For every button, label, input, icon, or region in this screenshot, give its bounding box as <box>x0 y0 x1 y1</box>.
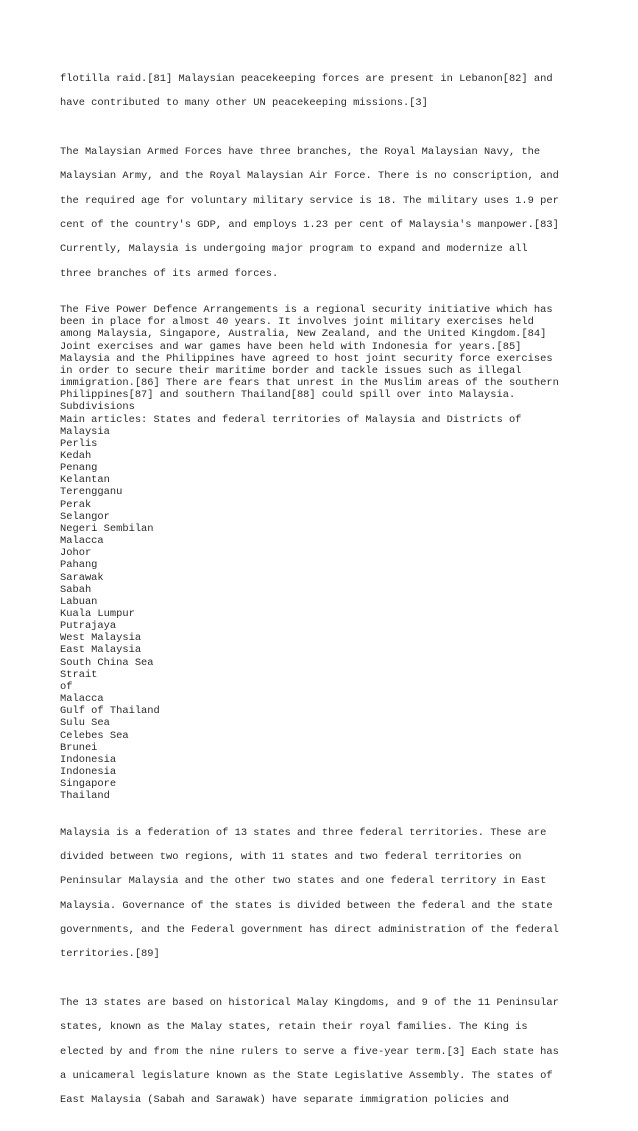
text-line: Philippines[87] and southern Thailand[88] could spill over into Malaysia. <box>60 389 516 402</box>
map-label: Sarawak <box>60 571 104 584</box>
text-line: Joint exercises and war games have been held with Indonesia for years.[85] <box>60 340 522 353</box>
text-line: The Malaysian Armed Forces have three branches, the Royal Malaysian Navy, the <box>60 146 541 159</box>
main-articles-line: Main articles: States and federal territories of Malaysia and Districts of <box>60 413 522 426</box>
text-line: three branches of its armed forces. <box>60 267 279 280</box>
text-line: Malaysia <box>60 425 110 438</box>
map-label: Putrajaya <box>60 620 117 633</box>
map-label: Perlis <box>60 437 98 450</box>
map-label: Indonesia <box>60 753 117 766</box>
section-heading-subdivisions: Subdivisions <box>60 401 135 414</box>
map-label: Celebes Sea <box>60 729 129 742</box>
text-line: East Malaysia (Sabah and Sarawak) have separate immigration policies and <box>60 1094 509 1107</box>
map-label: Johor <box>60 547 92 560</box>
text-line: the required age for voluntary military service is 18. The military uses 1.9 per <box>60 194 559 207</box>
text-line: Currently, Malaysia is undergoing major program to expand and modernize all <box>60 243 528 256</box>
paragraph-federation <box>60 815 580 973</box>
map-label: Negeri Sembilan <box>60 522 154 535</box>
map-label: Penang <box>60 462 98 475</box>
map-label: Kuala Lumpur <box>60 608 135 620</box>
document-page <box>60 61 580 1131</box>
text-line: been in place for almost 40 years. It involves joint military exercises held <box>60 316 534 329</box>
text-line: Malaysia and the Philippines have agreed to host joint security force exercises <box>60 352 553 365</box>
map-label: East Malaysia <box>60 644 142 657</box>
paragraph-defence-and-subdivisions <box>60 304 580 802</box>
text-line: Malaysia. Governance of the states is divided between the federal and the state <box>60 899 553 912</box>
text-line: have contributed to many other UN peacekeeping missions.[3] <box>60 97 428 110</box>
map-label: Sulu Sea <box>60 717 110 730</box>
text-line: The 13 states are based on historical Malay Kingdoms, and 9 of the 11 Peninsular <box>60 996 559 1009</box>
text-line: flotilla raid.[81] Malaysian peacekeeping forces are present in Lebanon[82] and <box>60 73 553 86</box>
map-label: Thailand <box>60 790 110 803</box>
paragraph-peacekeeping <box>60 61 580 122</box>
text-line: divided between two regions, with 11 states and two federal territories on <box>60 851 522 864</box>
text-line: in order to secure their maritime border and tackle issues such as illegal <box>60 364 522 377</box>
text-line: The Five Power Defence Arrangements is a regional security initiative which has <box>60 304 553 317</box>
map-label: Selangor <box>60 510 110 523</box>
map-label: Perak <box>60 498 92 511</box>
text-line: immigration.[86] There are fears that unrest in the Muslim areas of the southern <box>60 377 559 390</box>
map-label: Strait <box>60 668 98 681</box>
map-label: Gulf of Thailand <box>60 705 160 718</box>
paragraph-armed-forces <box>60 134 580 292</box>
text-line: Malaysian Army, and the Royal Malaysian Air Force. There is no conscription, and <box>60 170 559 183</box>
map-label: Sabah <box>60 583 92 596</box>
text-line: Peninsular Malaysia and the other two states and one federal territory in East <box>60 875 547 888</box>
text-line: territories.[89] <box>60 948 160 961</box>
map-label: Brunei <box>60 741 98 754</box>
paragraph-states <box>60 985 580 1119</box>
map-label: Malacca <box>60 535 104 548</box>
map-label: Terengganu <box>60 486 123 499</box>
text-line: governments, and the Federal government has direct administration of the federal <box>60 924 559 937</box>
map-label: Indonesia <box>60 766 117 779</box>
text-line: a unicameral legislature known as the State Legislative Assembly. The states of <box>60 1069 553 1082</box>
map-label: of <box>60 680 73 693</box>
map-label: Labuan <box>60 595 98 608</box>
text-line: elected by and from the nine rulers to serve a five-year term.[3] Each state has <box>60 1045 559 1058</box>
map-label: Pahang <box>60 559 98 572</box>
map-label: Singapore <box>60 778 117 791</box>
text-line: among Malaysia, Singapore, Australia, New Zealand, and the United Kingdom.[84] <box>60 328 547 341</box>
text-line: Malaysia is a federation of 13 states and three federal territories. These are <box>60 826 547 839</box>
map-label: West Malaysia <box>60 632 142 645</box>
map-label: Kelantan <box>60 474 110 487</box>
map-label: Kedah <box>60 449 92 462</box>
map-label: South China Sea <box>60 656 154 669</box>
text-line: states, known as the Malay states, retain their royal families. The King is <box>60 1021 528 1034</box>
map-label: Malacca <box>60 693 104 706</box>
text-line: cent of the country's GDP, and employs 1.23 per cent of Malaysia's manpower.[83] <box>60 219 559 232</box>
